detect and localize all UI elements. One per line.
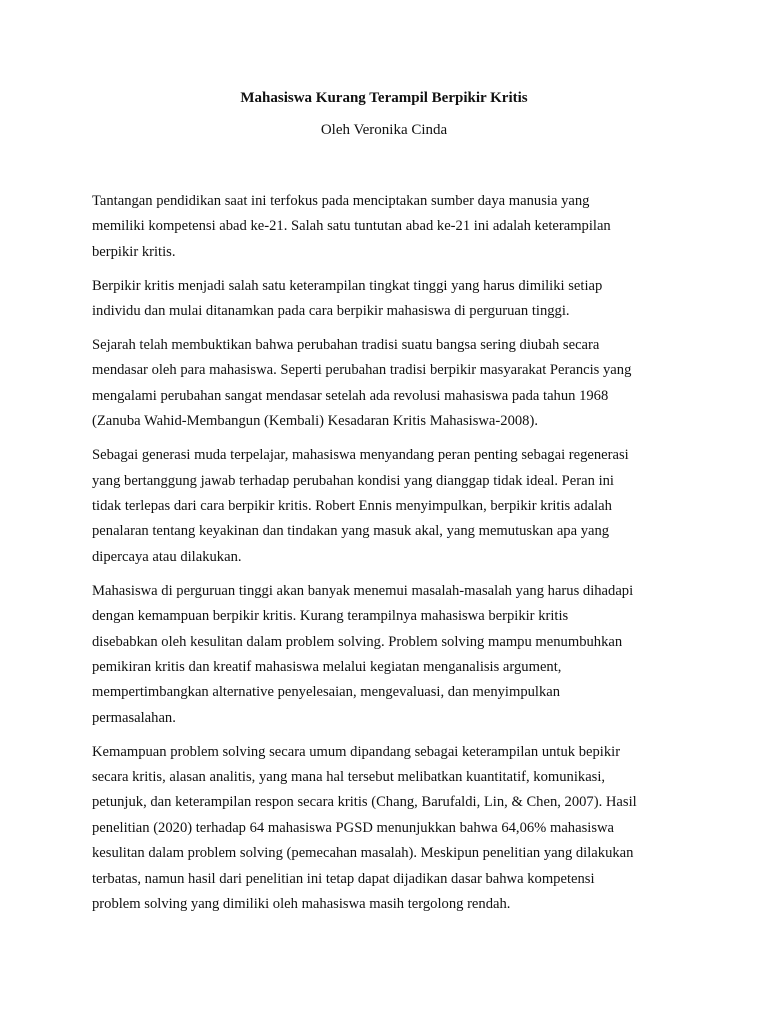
- text-line: permasalahan.: [92, 709, 176, 726]
- text-line: penelitian (2020) terhadap 64 mahasiswa PGSD menunjukkan bahwa 64,06% mahasiswa: [92, 819, 615, 836]
- document-author: Oleh Veronika Cinda: [320, 122, 448, 138]
- text-line: yang bertanggung jawab terhadap perubahan kondisi yang dianggap tidak ideal. Peran ini: [92, 472, 614, 489]
- text-line: memiliki kompetensi abad ke-21. Salah satu tuntutan abad ke-21 ini adalah keterampilan: [92, 218, 611, 235]
- text-line: dengan kemampuan berpikir kritis. Kurang terampilnya mahasiswa berpikir kritis: [92, 608, 569, 625]
- text-line: berpikir kritis.: [92, 243, 176, 260]
- text-line: Mahasiswa di perguruan tinggi akan banyak menemui masalah-masalah yang harus dihadapi: [92, 582, 634, 599]
- paragraph: [92, 579, 712, 731]
- paragraph: [92, 189, 712, 265]
- text-line: Tantangan pendidikan saat ini terfokus pada menciptakan sumber daya manusia yang: [92, 193, 590, 209]
- text-line: tidak terlepas dari cara berpikir kritis. Robert Ennis menyimpulkan, berpikir kritis adalah: [92, 497, 612, 514]
- text-line: penalaran tentang keyakinan dan tindakan yang masuk akal, yang memutuskan apa yang: [92, 523, 610, 540]
- text-line: kesulitan dalam problem solving (pemecahan masalah). Meskipun penelitian yang dilakukan: [92, 845, 634, 862]
- text-line: terbatas, namun hasil dari penelitian ini tetap dapat dijadikan dasar bahwa kompetensi: [92, 870, 595, 887]
- text-line: dipercaya atau dilakukan.: [92, 548, 242, 565]
- text-line: individu dan mulai ditanamkan pada cara berpikir mahasiswa di perguruan tinggi.: [92, 303, 570, 320]
- text-line: mempertimbangkan alternative penyelesaian, mengevaluasi, dan menyimpulkan: [92, 684, 561, 701]
- text-line: Kemampuan problem solving secara umum dipandang sebagai keterampilan untuk bepikir: [92, 743, 621, 760]
- paragraph: [92, 443, 712, 570]
- text-line: mengalami perubahan sangat mendasar setelah ada revolusi mahasiswa pada tahun 1968: [92, 387, 609, 404]
- text-line: petunjuk, dan keterampilan respon secara kritis (Chang, Barufaldi, Lin, & Chen, 2007). Hasil: [92, 794, 637, 811]
- text-line: Sejarah telah membuktikan bahwa perubahan tradisi suatu bangsa sering diubah secara: [92, 337, 600, 354]
- text-line: disebabkan oleh kesulitan dalam problem solving. Problem solving mampu menumbuhkan: [92, 633, 623, 650]
- text-line: Berpikir kritis menjadi salah satu keterampilan tingkat tinggi yang harus dimiliki setiap: [92, 277, 603, 294]
- text-line: mendasar oleh para mahasiswa. Seperti perubahan tradisi berpikir masyarakat Perancis yang: [92, 362, 632, 379]
- text-line: problem solving yang dimiliki oleh mahasiswa masih tergolong rendah.: [92, 896, 511, 913]
- document-title: Mahasiswa Kurang Terampil Berpikir Kritis: [240, 90, 528, 106]
- text-line: (Zanuba Wahid-Membangun (Kembali) Kesadaran Kritis Mahasiswa-2008).: [92, 413, 538, 430]
- paragraph: [92, 333, 712, 435]
- text-line: Sebagai generasi muda terpelajar, mahasiswa menyandang peran penting sebagai regenerasi: [92, 447, 629, 464]
- text-line: secara kritis, alasan analitis, yang mana hal tersebut melibatkan kuantitatif, komunikasi,: [92, 769, 606, 786]
- paragraph: [92, 740, 712, 918]
- paragraph: [92, 274, 712, 325]
- document-body: [92, 189, 712, 926]
- text-line: pemikiran kritis dan kreatif mahasiswa melalui kegiatan menganalisis argument,: [92, 658, 562, 675]
